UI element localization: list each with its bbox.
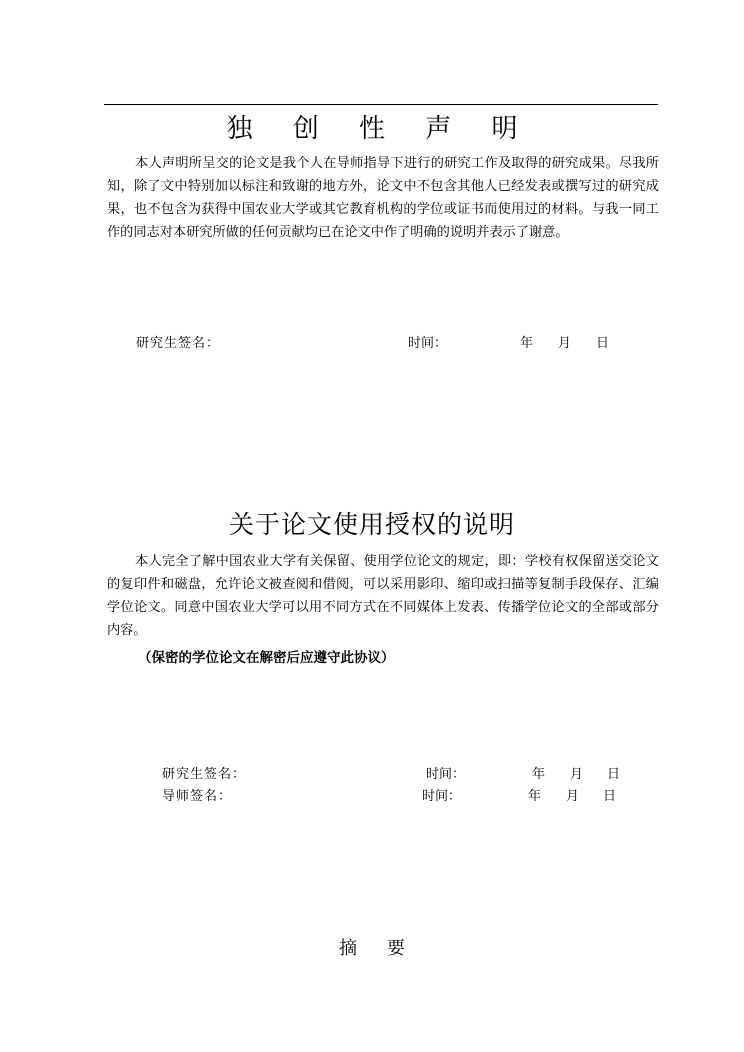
authorization-student-year: 年 <box>532 767 546 782</box>
authorization-student-signature <box>162 763 246 782</box>
top-rule <box>104 104 658 105</box>
time-label: 时间： <box>408 336 448 351</box>
authorization-student-month: 月 <box>570 767 584 782</box>
time-label: 时间： <box>422 789 462 804</box>
authorization-advisor-year: 年 <box>528 789 542 804</box>
declaration-year: 年 <box>520 336 534 351</box>
declaration-time <box>408 332 447 351</box>
authorization-advisor-signature <box>162 785 232 804</box>
authorization-student-day: 日 <box>607 767 621 782</box>
student-signature-label: 研究生签名： <box>136 336 221 351</box>
declaration-title: 独 创 性 声 明 <box>226 114 534 144</box>
declaration-day: 日 <box>596 336 610 351</box>
declaration-body: 本人声明所呈交的论文是我个人在导师指导下进行的研究工作及取得的研究成果。尽我所知，除了文中特别加以标注和致谢的地方外，论文中不包含其他人已经发表或撰写过的研究成果，也不包含为获得中国农业大学或其它教育机构的学位或证书而使用过的材料。与我一同工作的同志对本研究所做的任何贡献均已在论文中作了明确的说明并表示了谢意。 <box>107 156 659 240</box>
student-signature-label: 研究生签名： <box>162 767 247 782</box>
confidential-note: （保密的学位论文在解密后应遵守此协议） <box>138 650 395 666</box>
declaration-student-signature <box>136 332 220 351</box>
authorization-advisor-time <box>422 785 461 804</box>
authorization-student-time <box>426 763 465 782</box>
advisor-signature-label: 导师签名： <box>162 789 233 804</box>
authorization-advisor-day: 日 <box>603 789 617 804</box>
declaration-month: 月 <box>558 336 572 351</box>
authorization-advisor-month: 月 <box>566 789 580 804</box>
time-label: 时间： <box>426 767 466 782</box>
authorization-title: 关于论文使用授权的说明 <box>228 510 515 539</box>
authorization-body: 本人完全了解中国农业大学有关保留、使用学位论文的规定，即：学校有权保留送交论文的复印件和磁盘，允许论文被查阅和借阅，可以采用影印、缩印或扫描等复制手段保存、汇编学位论文。同意中国农业大学可以用不同方式在不同媒体上发表、传播学位论文的全部或部分内容。 <box>107 554 659 638</box>
abstract-heading: 摘 要 <box>339 938 417 959</box>
